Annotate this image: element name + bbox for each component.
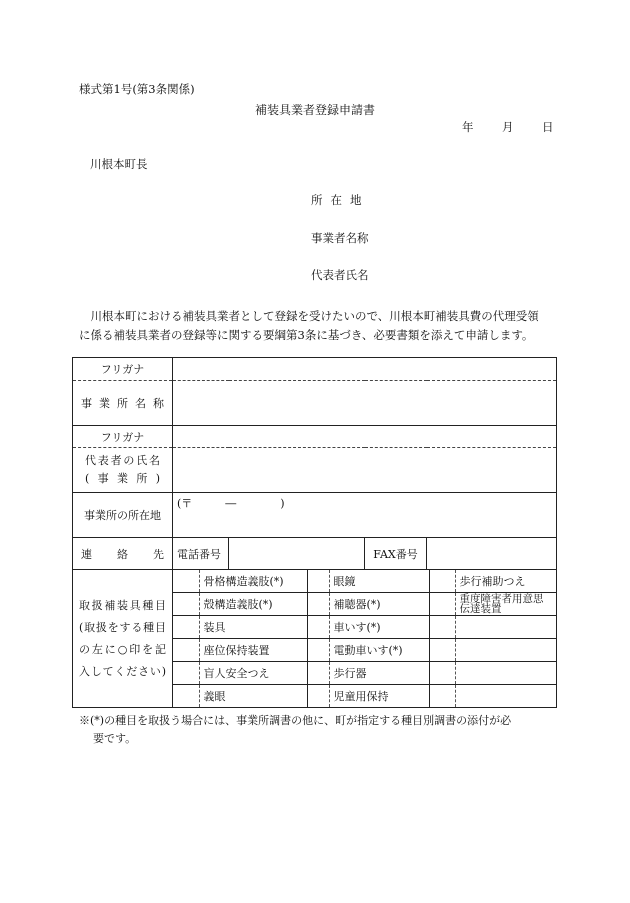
date-month: 月 [502, 120, 514, 134]
kind-item: 盲人安全つえ [199, 662, 307, 685]
kind-mark-cell[interactable] [429, 662, 455, 685]
kind-mark-cell[interactable] [429, 639, 455, 662]
kinds-label-line-4: 入してください) [79, 664, 166, 678]
applicant-location-label: 所在地 [311, 193, 370, 207]
kind-mark-cell[interactable] [307, 616, 329, 639]
form-title: 補装具業者登録申請書 [254, 103, 375, 117]
kind-mark-cell[interactable] [307, 662, 329, 685]
kind-item: 児童用保持 [329, 685, 429, 708]
applicant-representative-label: 代表者氏名 [311, 268, 369, 282]
postal-code: (〒 ― ) [177, 497, 285, 510]
kind-item: 眼鏡 [329, 570, 429, 593]
statement-line-2: に係る補装具業者の登録等に関する要綱第3条に基づき、必要書類を添えて申請します。 [79, 328, 534, 342]
kinds-row [173, 570, 556, 593]
device-kinds-label [73, 570, 173, 708]
kind-mark-cell[interactable] [173, 685, 199, 708]
device-kinds-grid [173, 570, 557, 708]
kind-mark-cell[interactable] [429, 616, 455, 639]
kind-mark-cell[interactable] [173, 662, 199, 685]
furigana-field-2[interactable] [173, 426, 557, 448]
date-year: 年 [462, 120, 474, 134]
kinds-label-line-1: 取扱補装具種目 [79, 598, 166, 612]
device-kinds-table [173, 570, 556, 707]
kind-mark-cell[interactable] [173, 593, 199, 616]
furigana-field-1[interactable] [173, 358, 557, 381]
kind-item: 補聴器(*) [329, 593, 429, 616]
kind-item: 義眼 [199, 685, 307, 708]
form-number: 様式第1号(第3条関係) [79, 82, 195, 96]
application-table [72, 357, 557, 708]
phone-label: 電話番号 [173, 538, 229, 570]
kind-mark-cell[interactable] [307, 570, 329, 593]
kind-mark-cell[interactable] [429, 570, 455, 593]
kind-item: 装具 [199, 616, 307, 639]
kinds-label-line-3: の左に○印を記 [79, 642, 166, 656]
footnote-line-1: ※(*)の種目を取扱う場合には、事業所調書の他に、町が指定する種目別調書の添付が必 [79, 714, 512, 727]
kind-item [455, 639, 556, 662]
kind-item: 殻構造義肢(*) [199, 593, 307, 616]
kind-mark-cell[interactable] [173, 570, 199, 593]
kinds-row [173, 616, 556, 639]
footnote-line-2: 要です。 [93, 732, 137, 745]
kinds-row [173, 593, 556, 616]
representative-name-label [73, 448, 173, 493]
kind-item [455, 662, 556, 685]
kind-item: 車いす(*) [329, 616, 429, 639]
office-name-field[interactable] [173, 381, 557, 426]
fax-label: FAX番号 [365, 538, 427, 570]
kind-item: 歩行器 [329, 662, 429, 685]
kinds-row [173, 685, 556, 708]
rep-name-line-1: 代表者の氏名 [85, 454, 160, 467]
kind-item: 電動車いす(*) [329, 639, 429, 662]
kind-mark-cell[interactable] [429, 593, 455, 616]
address-field[interactable] [173, 493, 557, 538]
fax-field[interactable] [427, 538, 557, 570]
kind-mark-cell[interactable] [173, 639, 199, 662]
statement-line-1: 川根本町における補装具業者として登録を受けたいので、川根本町補装具費の代理受領 [90, 309, 539, 323]
kinds-label-line-2: (取扱をする種目 [79, 620, 166, 634]
footnote [79, 712, 559, 748]
kinds-row [173, 662, 556, 685]
kind-mark-cell[interactable] [307, 593, 329, 616]
kind-mark-cell[interactable] [429, 685, 455, 708]
kind-item: 重度障害者用意思伝達装置 [455, 593, 556, 616]
kind-item: 座位保持装置 [199, 639, 307, 662]
kind-mark-cell[interactable] [307, 685, 329, 708]
kind-item [455, 685, 556, 708]
kind-mark-cell[interactable] [307, 639, 329, 662]
addressee: 川根本町長 [90, 157, 148, 171]
date-line [462, 119, 554, 135]
rep-name-line-2: (事業所) [85, 472, 160, 485]
kinds-row [173, 639, 556, 662]
date-day: 日 [542, 120, 554, 134]
kind-item [455, 616, 556, 639]
kind-mark-cell[interactable] [173, 616, 199, 639]
furigana-label-1: フリガナ [73, 358, 173, 381]
phone-field[interactable] [229, 538, 365, 570]
application-statement [79, 307, 559, 345]
kind-item: 歩行補助つえ [455, 570, 556, 593]
representative-name-field[interactable] [173, 448, 557, 493]
contact-label: 連絡先 [73, 538, 173, 570]
applicant-business-name-label: 事業者名称 [311, 231, 369, 245]
office-name-label: 事業所名称 [73, 381, 173, 426]
furigana-label-2: フリガナ [73, 426, 173, 448]
kind-item: 骨格構造義肢(*) [199, 570, 307, 593]
address-label: 事業所の所在地 [73, 493, 173, 538]
